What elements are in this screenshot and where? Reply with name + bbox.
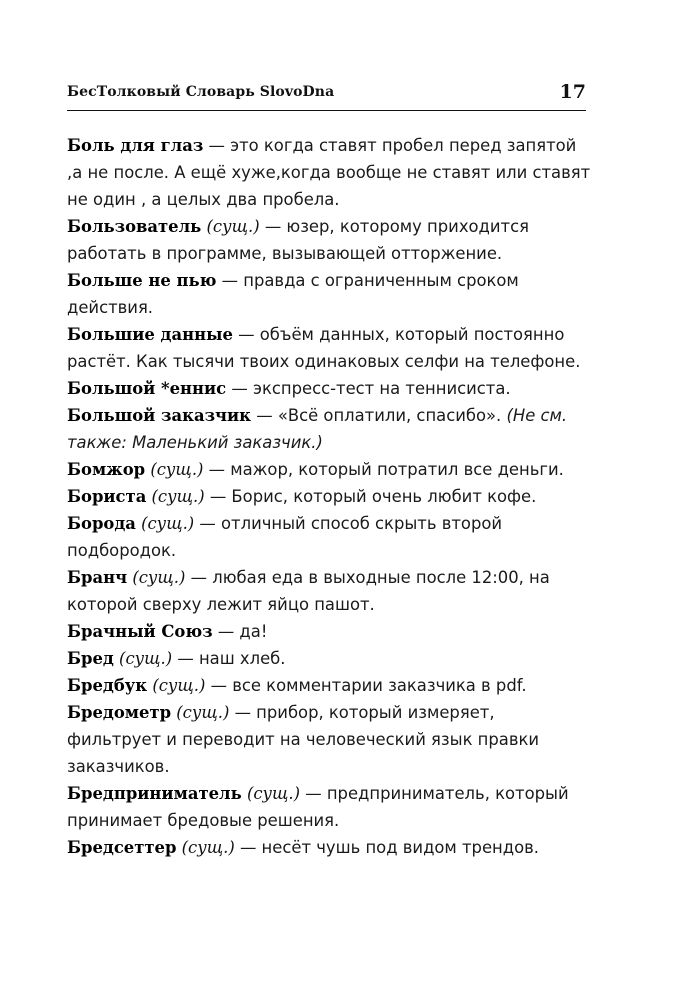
entry-definition: — «Всё оплатили, спасибо».: [251, 406, 507, 425]
entry-part-of-speech: (сущ.): [150, 460, 204, 479]
entry-part-of-speech: (сущ.): [152, 676, 206, 695]
entry-definition: — любая еда в выходные после 12:00, на которой сверху лежит яйцо пашот.: [67, 568, 550, 614]
entry-term: Бориста: [67, 487, 147, 506]
entry-definition: — да!: [212, 622, 268, 641]
entry-definition: — объём данных, который постоянно растёт. Как тысячи твоих одинаковых селфи на телефоне.: [67, 325, 581, 371]
entry-definition: — предприниматель, который принимает бредовые решения.: [67, 784, 569, 830]
entry-term: Бранч: [67, 568, 128, 587]
entry-term: Бомжор: [67, 460, 146, 479]
entry-definition: — это когда ставят пробел перед запятой ,а не после. А ещё хуже,когда вообще не ставят или ставят не один , а целых два пробела.: [67, 136, 591, 209]
entry-term: Больше не пью: [67, 271, 217, 290]
entry-definition: — правда с ограниченным сроком действия.: [67, 271, 519, 317]
entry-definition: — мажор, который потратил все деньги.: [203, 460, 564, 479]
entry-term: Борода: [67, 514, 136, 533]
entry-term: Бред: [67, 649, 114, 668]
entry-term: Бользователь: [67, 217, 202, 236]
dictionary-entry: [67, 267, 592, 321]
entry-term: Бредбук: [67, 676, 148, 695]
entry-part-of-speech: (сущ.): [206, 217, 260, 236]
dictionary-entries: [67, 132, 592, 861]
entry-term: Бредприниматель: [67, 784, 242, 803]
entry-part-of-speech: (сущ.): [151, 487, 205, 506]
entry-part-of-speech: (сущ.): [119, 649, 173, 668]
entry-term: Боль для глаз: [67, 136, 204, 155]
entry-part-of-speech: (сущ.): [132, 568, 186, 587]
dictionary-entry: [67, 402, 592, 456]
dictionary-entry: [67, 510, 592, 564]
entry-term: Большой заказчик: [67, 406, 252, 425]
entry-definition: — все комментарии заказчика в pdf.: [205, 676, 527, 695]
dictionary-entry: [67, 213, 592, 267]
entry-definition: — экспресс-тест на теннисиста.: [226, 379, 511, 398]
dictionary-entry: [67, 834, 592, 861]
dictionary-entry: [67, 618, 592, 645]
entry-term: Бредсеттер: [67, 838, 177, 857]
dictionary-entry: [67, 780, 592, 834]
entry-part-of-speech: (сущ.): [246, 784, 301, 803]
entry-term: Большие данные: [67, 325, 233, 344]
dictionary-entry: [67, 672, 592, 699]
entry-definition: — наш хлеб.: [172, 649, 286, 668]
entry-term: Брачный Союз: [67, 622, 213, 641]
dictionary-entry: [67, 699, 592, 780]
dictionary-entry: [67, 321, 592, 375]
dictionary-entry: [67, 375, 592, 402]
page-number: 17: [559, 81, 586, 103]
entry-definition: — несёт чушь под видом трендов.: [234, 838, 539, 857]
entry-term: Бредометр: [67, 703, 172, 722]
entry-definition: — юзер, которому приходится работать в программе, вызывающей отторжение.: [67, 217, 529, 263]
page-header: [67, 82, 586, 111]
dictionary-entry: [67, 132, 592, 213]
entry-part-of-speech: (сущ.): [176, 703, 230, 722]
entry-see-also-note: (Не см. также: Маленький заказчик.): [67, 406, 568, 452]
dictionary-entry: [67, 483, 592, 510]
dictionary-entry: [67, 564, 592, 618]
entry-part-of-speech: (сущ.): [181, 838, 235, 857]
running-title: БесТолковый Словарь SlovoDna: [67, 84, 335, 100]
entry-definition: — отличный способ скрыть второй подбородок.: [67, 514, 503, 560]
entry-part-of-speech: (сущ.): [141, 514, 195, 533]
dictionary-entry: [67, 645, 592, 672]
dictionary-entry: [67, 456, 592, 483]
entry-definition: — прибор, который измеряет, фильтрует и переводит на человеческий язык правки заказчиков.: [67, 703, 540, 776]
entry-definition: — Борис, который очень любит кофе.: [204, 487, 537, 506]
entry-term: Большой *еннис: [67, 379, 227, 398]
